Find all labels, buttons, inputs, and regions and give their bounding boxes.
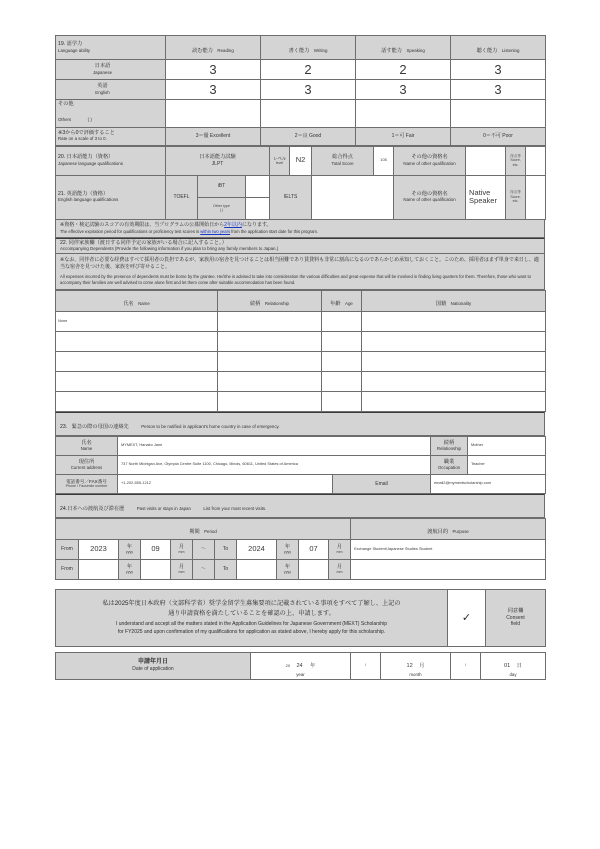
en-score-etc-label bbox=[506, 175, 526, 219]
qualification-expiry-note bbox=[55, 220, 545, 238]
application-date-row bbox=[56, 652, 546, 679]
emergency-address-label-jp: 現住所 bbox=[78, 458, 95, 465]
column-header-speaking-en: Speaking bbox=[406, 47, 425, 53]
language-label-english-jp: 英語 bbox=[97, 83, 108, 90]
rating-scale-good: 2＝良 Good bbox=[261, 127, 356, 145]
declaration-row bbox=[56, 589, 546, 646]
jlpt-level-label bbox=[270, 146, 290, 175]
dependents-col-relationship bbox=[218, 290, 322, 311]
language-row-others bbox=[56, 100, 546, 128]
emergency-name-label bbox=[56, 436, 118, 455]
emergency-phone-label-en: Phone / Facsimile number bbox=[65, 484, 108, 489]
emergency-occupation-label bbox=[431, 455, 468, 474]
section-20-title-jp: 日本語能力（資格） bbox=[66, 154, 114, 161]
dependents-col-age-en: Age bbox=[345, 300, 353, 306]
language-label-others-jp: その他 bbox=[58, 101, 74, 107]
japanese-listening-score[interactable]: 3 bbox=[451, 60, 546, 80]
en-score-etc-value[interactable] bbox=[526, 175, 546, 219]
language-others-parenthesis[interactable]: ( ) bbox=[87, 116, 92, 122]
year-unit-jp-4: 年 bbox=[284, 563, 291, 570]
visit-2-from-month[interactable] bbox=[141, 559, 171, 579]
emergency-phone-value[interactable]: +1-202-555-1212 bbox=[118, 474, 333, 493]
expiry-note-jp-before: ※資格・検定試験のスコアの有効期限は、当プログラムの公募開始日から bbox=[60, 221, 225, 228]
year-unit-en-3: yyyy bbox=[125, 570, 134, 575]
table-row bbox=[56, 391, 546, 411]
section-24-title-en: Past visits or stays in Japan bbox=[136, 505, 191, 511]
visit-1-from-month[interactable]: 09 bbox=[141, 539, 171, 559]
rating-scale-fair: 1＝可 Fair bbox=[356, 127, 451, 145]
language-label-others bbox=[56, 100, 166, 128]
toefl-other-type-label-en: Other type bbox=[213, 203, 230, 208]
section-23-title-en: Person to be notified in applicant's home country in case of emergency. bbox=[141, 423, 280, 429]
month-unit-en-2: mm bbox=[336, 550, 343, 555]
column-header-writing-jp: 書く能力 bbox=[288, 47, 310, 54]
jp-other-qualification-label bbox=[394, 146, 466, 175]
table-row bbox=[56, 311, 546, 331]
year-unit-en-4: yyyy bbox=[283, 570, 292, 575]
en-other-qualification-value[interactable]: Native Speaker bbox=[466, 175, 506, 219]
application-date-day-jp: 日 bbox=[516, 662, 522, 669]
section-19-title-jp: 語学力 bbox=[66, 41, 83, 48]
language-ability-table bbox=[55, 35, 546, 146]
rating-scale-note bbox=[56, 127, 166, 145]
dependents-header-row bbox=[56, 290, 546, 311]
visit-1-to-month-unit bbox=[329, 539, 351, 559]
visit-2-from-year-unit bbox=[119, 559, 141, 579]
consent-field-label-jp: 同意欄 bbox=[507, 608, 524, 614]
toefl-other-type-value[interactable] bbox=[246, 197, 270, 219]
dependent-age-2[interactable] bbox=[322, 331, 362, 351]
japanese-writing-score[interactable]: 2 bbox=[261, 60, 356, 80]
month-unit-en: mm bbox=[178, 550, 185, 555]
section-22-header bbox=[55, 238, 545, 254]
emergency-name-row bbox=[56, 436, 546, 455]
jlpt-test-label-jp: 日本語能力試験 bbox=[199, 154, 236, 160]
table-row bbox=[56, 351, 546, 371]
jlpt-score-value[interactable]: 105 bbox=[374, 146, 394, 175]
rating-scale-row bbox=[56, 127, 546, 145]
section-20-number: 20. bbox=[58, 154, 66, 161]
declaration-en-line1: I understand and accept all the matters stated in the Application Guidelines for Japanese Government (MEXT) Scholarship bbox=[116, 621, 387, 628]
section-20-title-cell bbox=[56, 146, 166, 175]
application-date-month-jp: 月 bbox=[419, 662, 425, 669]
jp-score-etc-label-jp: 得点等 bbox=[510, 153, 521, 158]
table-row bbox=[56, 331, 546, 351]
emergency-phone-label-jp: 電話番号／FAX番号 bbox=[66, 478, 107, 484]
section-21-title-cell bbox=[56, 175, 166, 219]
dependent-relationship-5[interactable] bbox=[218, 391, 322, 411]
rating-scale-poor: 0＝不可 Poor bbox=[451, 127, 546, 145]
dependent-age-4[interactable] bbox=[322, 371, 362, 391]
en-other-qualification-label-en: Name of other qualification bbox=[403, 197, 456, 203]
language-row-japanese bbox=[56, 60, 546, 80]
section-23-title-jp: 緊急の際の母国の連絡先 bbox=[71, 423, 129, 430]
dependent-age-5[interactable] bbox=[322, 391, 362, 411]
section-20-title-en: Japanese language qualifications bbox=[58, 160, 123, 166]
dependent-nationality-2[interactable] bbox=[362, 331, 546, 351]
jp-other-qualification-label-en: Name of other qualification bbox=[403, 160, 456, 166]
dependents-col-nationality-en: Nationality bbox=[450, 300, 472, 306]
emergency-address-row bbox=[56, 455, 546, 474]
dependent-nationality-5[interactable] bbox=[362, 391, 546, 411]
dependent-relationship-2[interactable] bbox=[218, 331, 322, 351]
application-date-day-line bbox=[483, 654, 543, 672]
section-24-number: 24. bbox=[60, 505, 68, 512]
visits-header-row bbox=[56, 518, 546, 539]
visits-purpose-header-jp: 渡航目的 bbox=[427, 528, 449, 535]
expiry-note-jp-link[interactable]: 2年以内 bbox=[224, 221, 242, 228]
dependents-col-age-jp: 年齢 bbox=[330, 300, 341, 307]
emergency-address-value[interactable]: 737 North Michigan Ave, Olympia Centre Suite 1100, Chicago, Illinois, 60611, United States of America bbox=[118, 455, 431, 474]
section-19-title-cell bbox=[56, 36, 166, 60]
language-label-japanese-jp: 日本語 bbox=[94, 63, 111, 70]
application-date-slash-2: / bbox=[451, 652, 481, 679]
section-22-number: 22. bbox=[60, 239, 68, 246]
dependents-col-nationality bbox=[362, 290, 546, 311]
section-19-number: 19. bbox=[58, 41, 66, 48]
consent-field-label bbox=[486, 589, 546, 646]
column-header-listening-jp: 聴く能力 bbox=[476, 47, 498, 54]
english-speaking-score[interactable]: 3 bbox=[356, 80, 451, 100]
application-date-year-line bbox=[253, 654, 348, 672]
visit-2-to-month-unit bbox=[329, 559, 351, 579]
section-23-number: 23. bbox=[60, 423, 68, 430]
dependent-relationship-3[interactable] bbox=[218, 351, 322, 371]
visit-2-purpose[interactable] bbox=[351, 559, 546, 579]
jlpt-level-label-jp: レベル bbox=[272, 155, 287, 161]
dependent-nationality-4[interactable] bbox=[362, 371, 546, 391]
month-unit-jp: 月 bbox=[178, 543, 185, 550]
language-ability-header-row bbox=[56, 36, 546, 60]
column-header-listening bbox=[451, 36, 546, 60]
application-date-year-value[interactable]: 24 bbox=[296, 662, 303, 669]
emergency-email-label: Email bbox=[333, 474, 431, 493]
section-24-header bbox=[55, 494, 545, 518]
application-date-year-jp: 年 bbox=[310, 662, 316, 669]
section-23-header bbox=[55, 412, 545, 436]
dependents-note-jp: ※なお、同伴者に必要な経費はすべて採用者の負担であるが、家族用の宿舎を見つけることは相当困難であり賃貸料も非常に割高になるのであらかじめ承知しておくこと。このため、採用者はまず単身で来日し、適当な宿舎を見つけた後、家族を呼び寄せること。 bbox=[60, 257, 539, 271]
dependents-expense-note bbox=[55, 254, 545, 290]
application-date-label-jp: 申請年月日 bbox=[137, 658, 168, 665]
declaration-jp-line1: 私は2025年度日本政府（文部科学省）奨学金留学生募集要項に記載されている事項をすべて了解し、上記の bbox=[102, 600, 401, 608]
emergency-name-label-en: Name bbox=[80, 446, 93, 452]
visits-period-header-jp: 期間 bbox=[189, 528, 200, 535]
english-reading-score[interactable]: 3 bbox=[166, 80, 261, 100]
declaration-table bbox=[55, 589, 546, 647]
dependent-name-5[interactable] bbox=[56, 391, 218, 411]
application-date-month-cell[interactable] bbox=[381, 652, 451, 679]
visit-1-from-year[interactable]: 2023 bbox=[79, 539, 119, 559]
toefl-other-type-parenthesis[interactable]: ( ) bbox=[219, 208, 224, 212]
emergency-relationship-label-jp: 続柄 bbox=[443, 439, 455, 446]
dependents-col-name-jp: 氏名 bbox=[123, 300, 134, 307]
language-label-japanese bbox=[56, 60, 166, 80]
visits-purpose-header-en: Purpose bbox=[452, 528, 469, 534]
visits-purpose-header bbox=[351, 518, 546, 539]
month-unit-jp-2: 月 bbox=[336, 543, 343, 550]
jp-other-qualification-value[interactable] bbox=[466, 146, 506, 175]
dependent-nationality-1[interactable] bbox=[362, 311, 546, 331]
others-writing-score[interactable] bbox=[261, 100, 356, 128]
column-header-speaking-jp: 話す能力 bbox=[381, 47, 402, 54]
dependents-col-age bbox=[322, 290, 362, 311]
emergency-contact-table bbox=[55, 436, 546, 494]
visit-2-from-month-unit bbox=[171, 559, 193, 579]
visit-1-to-year[interactable]: 2024 bbox=[237, 539, 277, 559]
dependents-note-en: All expenses incurred by the presence of dependents must be borne by the grantee. He/She is advised to take into consideration the various difficulties and great expense that will be involved in finding living quarters for them. Therefore, those who want to accompany their families are well advised to come alone first and let them come after suitable accommodation has been found. bbox=[60, 273, 531, 285]
jlpt-test-label bbox=[166, 146, 270, 175]
expiry-note-jp-line bbox=[60, 222, 540, 229]
en-other-qualification-label-jp: その他の資格名 bbox=[411, 190, 448, 197]
english-listening-score[interactable]: 3 bbox=[451, 80, 546, 100]
visit-2-to-month[interactable] bbox=[299, 559, 329, 579]
emergency-occupation-value[interactable]: Teacher bbox=[468, 455, 546, 474]
dependents-col-nationality-jp: 国籍 bbox=[435, 300, 447, 307]
application-date-day-value[interactable]: 01 bbox=[504, 662, 511, 669]
emergency-name-label-jp: 氏名 bbox=[81, 439, 92, 446]
visits-period-header-en: Period bbox=[204, 528, 217, 534]
section-24-title-jp: 日本への渡航及び滞在歴 bbox=[67, 505, 125, 512]
visit-1-purpose[interactable]: Exchange Student/Japanese Studies Student bbox=[351, 539, 546, 559]
year-unit-jp: 年 bbox=[126, 543, 133, 550]
declaration-text-cell bbox=[56, 589, 448, 646]
visit-2-tilde: ～ bbox=[193, 559, 215, 579]
table-row bbox=[56, 371, 546, 391]
application-date-era-prefix: 20 bbox=[285, 662, 290, 668]
expiry-note-jp-after: になります。 bbox=[241, 221, 272, 228]
language-label-others-en: Others bbox=[58, 116, 72, 122]
section-21-title-en: English language qualifications bbox=[58, 197, 119, 203]
visit-1-to-month[interactable]: 07 bbox=[299, 539, 329, 559]
en-other-qualification-label bbox=[394, 175, 466, 219]
expiry-note-en-line bbox=[60, 229, 540, 235]
jlpt-row bbox=[56, 146, 546, 175]
section-22-title-en: Accompanying Dependents (Provide the following information if you plan to bring any family members to Japan.) bbox=[60, 246, 279, 252]
visit-2-to-year-unit bbox=[277, 559, 299, 579]
column-header-reading-en: Reading bbox=[217, 47, 234, 53]
jp-score-etc-value[interactable] bbox=[526, 146, 546, 175]
jlpt-level-value[interactable]: N2 bbox=[290, 146, 312, 175]
dependent-name-4[interactable] bbox=[56, 371, 218, 391]
jp-other-qualification-label-jp: その他の資格名 bbox=[411, 154, 448, 161]
japanese-speaking-score[interactable]: 2 bbox=[356, 60, 451, 80]
emergency-occupation-label-en: Occupation bbox=[437, 465, 461, 471]
year-unit-en: yyyy bbox=[125, 550, 134, 555]
year-unit-en-2: yyyy bbox=[283, 550, 292, 555]
application-date-month-value[interactable]: 12 bbox=[406, 662, 413, 669]
dependent-age-1[interactable] bbox=[322, 311, 362, 331]
past-visits-table bbox=[55, 518, 546, 580]
visit-1-from-month-unit bbox=[171, 539, 193, 559]
application-date-year-en: year bbox=[296, 671, 305, 677]
column-header-reading bbox=[166, 36, 261, 60]
column-header-listening-en: Listening bbox=[501, 47, 520, 53]
toefl-other-type-label bbox=[198, 197, 246, 219]
jp-score-etc-label-en: Score, etc. bbox=[510, 158, 521, 167]
emergency-relationship-label bbox=[431, 436, 468, 455]
language-label-english-en: English bbox=[95, 89, 110, 95]
emergency-name-value[interactable]: MYMEXT, Hanako Jane bbox=[118, 436, 431, 455]
visit-2-to-year[interactable] bbox=[237, 559, 277, 579]
rating-scale-excellent: 3＝優 Excellent bbox=[166, 127, 261, 145]
month-unit-en-3: mm bbox=[178, 570, 185, 575]
language-qualifications-table bbox=[55, 146, 546, 220]
others-listening-score[interactable] bbox=[451, 100, 546, 128]
jp-score-etc-label bbox=[506, 146, 526, 175]
application-date-slash-1: / bbox=[351, 652, 381, 679]
month-unit-jp-4: 月 bbox=[336, 563, 343, 570]
rating-scale-note-en: Rate on a scale of 3 to 0. bbox=[58, 136, 107, 142]
application-date-year-cell[interactable] bbox=[251, 652, 351, 679]
en-score-etc-label-jp: 得点等 bbox=[510, 190, 521, 195]
emergency-email-value[interactable]: email2@mymextscholarship.com bbox=[431, 474, 546, 493]
dependent-age-3[interactable] bbox=[322, 351, 362, 371]
visit-1-tilde: ～ bbox=[193, 539, 215, 559]
emergency-address-label-en: Current address bbox=[70, 465, 103, 471]
rating-scale-note-jp: ※3から0で評価すること bbox=[58, 129, 115, 136]
dependents-col-relationship-en: Relationship bbox=[264, 300, 289, 306]
emergency-occupation-label-jp: 職業 bbox=[443, 458, 455, 465]
dependents-col-relationship-jp: 続柄 bbox=[249, 300, 261, 307]
visit-1-to-label: To bbox=[215, 539, 237, 559]
visit-2-to-label: To bbox=[215, 559, 237, 579]
english-writing-score[interactable]: 3 bbox=[261, 80, 356, 100]
emergency-relationship-label-en: Relationship bbox=[436, 446, 462, 452]
others-reading-score[interactable] bbox=[166, 100, 261, 128]
dependent-relationship-1[interactable] bbox=[218, 311, 322, 331]
toefl-ibt-label: iBT bbox=[198, 175, 246, 197]
dependent-name-2[interactable] bbox=[56, 331, 218, 351]
dependents-table bbox=[55, 290, 546, 412]
dependents-col-name-en: Name bbox=[138, 300, 150, 306]
column-header-reading-jp: 読む能力 bbox=[192, 47, 213, 54]
application-date-label-en: Date of application bbox=[132, 666, 174, 673]
consent-checkbox[interactable]: ✓ bbox=[448, 589, 486, 646]
jlpt-score-label bbox=[312, 146, 374, 175]
visit-1-from-year-unit bbox=[119, 539, 141, 559]
application-date-label bbox=[56, 652, 251, 679]
month-unit-en-4: mm bbox=[336, 570, 343, 575]
column-header-writing bbox=[261, 36, 356, 60]
ielts-value[interactable] bbox=[312, 175, 394, 219]
toefl-ibt-value[interactable] bbox=[246, 175, 270, 197]
emergency-address-label bbox=[56, 455, 118, 474]
dependent-name-1[interactable]: None bbox=[56, 311, 218, 331]
jlpt-score-label-jp: 総合得点 bbox=[332, 154, 353, 161]
en-score-etc-label-en: Score, etc. bbox=[510, 194, 521, 204]
section-24-title-en2: List from your most recent visits. bbox=[203, 505, 267, 511]
dependent-name-3[interactable] bbox=[56, 351, 218, 371]
mext-application-form-page bbox=[55, 35, 545, 680]
year-unit-jp-3: 年 bbox=[126, 563, 133, 570]
section-19-title-en: Language ability bbox=[58, 47, 90, 53]
consent-field-label-en2: field bbox=[510, 621, 521, 627]
visit-1-to-year-unit bbox=[277, 539, 299, 559]
section-21-title-jp: 英語能力（資格） bbox=[66, 190, 109, 197]
emergency-phone-label bbox=[56, 474, 118, 493]
expiry-note-en-before: The effective expiration period for qualifications or proficiency test scores is bbox=[60, 228, 201, 234]
visit-2-from-label: From bbox=[56, 559, 79, 579]
table-row bbox=[56, 539, 546, 559]
consent-field-label-en1: Consent bbox=[506, 614, 525, 621]
dependent-relationship-4[interactable] bbox=[218, 371, 322, 391]
japanese-reading-score[interactable]: 3 bbox=[166, 60, 261, 80]
visit-2-from-year[interactable] bbox=[79, 559, 119, 579]
table-row bbox=[56, 559, 546, 579]
declaration-en-line2: for FY2025 and upon confirmation of my qualifications for application as stated above, I hereby apply for this scholarship. bbox=[117, 628, 386, 635]
visit-1-from-label: From bbox=[56, 539, 79, 559]
column-header-writing-en: Writing bbox=[313, 47, 328, 53]
language-label-japanese-en: Japanese bbox=[92, 69, 113, 75]
year-unit-jp-2: 年 bbox=[284, 543, 291, 550]
ielts-label: IELTS bbox=[270, 175, 312, 219]
application-date-day-en: day bbox=[509, 671, 517, 677]
others-speaking-score[interactable] bbox=[356, 100, 451, 128]
toefl-label: TOEFL bbox=[166, 175, 198, 219]
application-date-table bbox=[55, 652, 546, 680]
application-date-month-line bbox=[383, 654, 448, 672]
expiry-note-en-link[interactable]: within two years bbox=[200, 228, 231, 234]
english-qualification-row-ibt bbox=[56, 175, 546, 197]
dependent-nationality-3[interactable] bbox=[362, 351, 546, 371]
visits-period-header bbox=[56, 518, 351, 539]
dependents-col-name bbox=[56, 290, 218, 311]
language-label-english bbox=[56, 80, 166, 100]
application-date-month-en: month bbox=[409, 671, 422, 677]
expiry-note-en-after: from the application start date for this program. bbox=[230, 228, 319, 234]
language-row-english bbox=[56, 80, 546, 100]
jlpt-test-label-en: JLPT bbox=[211, 160, 224, 167]
section-21-number: 21. bbox=[58, 190, 66, 197]
column-header-speaking bbox=[356, 36, 451, 60]
section-22-title-jp: 同伴家族欄（渡日する同伴予定の家族がいる場合に記入すること。） bbox=[68, 239, 227, 246]
application-date-day-cell[interactable] bbox=[481, 652, 546, 679]
jlpt-score-label-en: Total Score bbox=[331, 160, 354, 166]
declaration-jp-line2: 通り申請資格を満たしていることを確認の上、申請します。 bbox=[168, 609, 335, 617]
jlpt-level-label-en: level bbox=[275, 161, 284, 165]
emergency-relationship-value[interactable]: Mother bbox=[468, 436, 546, 455]
month-unit-jp-3: 月 bbox=[178, 563, 185, 570]
emergency-phone-row bbox=[56, 474, 546, 493]
